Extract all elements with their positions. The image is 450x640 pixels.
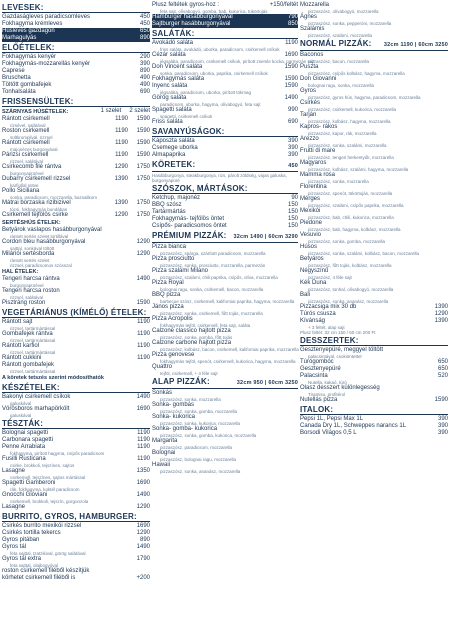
- menu-item[interactable]: Pizza Royal: [152, 280, 184, 286]
- item-description: friss saláta, avokádó, uborka, paradicsom, csirkemell csíkok: [160, 47, 280, 52]
- menu-item[interactable]: Sonkás: [152, 390, 173, 396]
- menu-item[interactable]: Pizza szalámi Milano: [152, 268, 209, 274]
- menu-item[interactable]: Bolognai spagetti 1190: [2, 430, 150, 436]
- item-description: pizzaszósz, paradicsom, mozzarella: [160, 445, 233, 450]
- item-description: sültkrumplival, rizzsel: [10, 135, 53, 140]
- menu-item[interactable]: Gazdaságleves paradicsomleves 450: [2, 14, 150, 20]
- menu-item[interactable]: Arezzo: [300, 136, 319, 142]
- menu-item[interactable]: Kék Duna: [300, 280, 327, 286]
- menu-item[interactable]: Sonka- kukorica: [152, 414, 196, 420]
- menu-item[interactable]: Sonka- gomba- kukorica: [152, 426, 218, 432]
- menu-item[interactable]: Gombafejek rántva 1190: [2, 331, 150, 337]
- menu-item[interactable]: Bakonyi csirkemell csíkok 1490: [2, 394, 150, 400]
- item-description: pizzaszósz, csípős kolbász, hagyma, mozzarella: [308, 71, 405, 76]
- menu-item[interactable]: Mamma rosa: [300, 172, 336, 178]
- item-description: burgonyapürével: [10, 171, 44, 176]
- menu-item[interactable]: Húsos: [300, 244, 318, 250]
- menu-item-highlight[interactable]: Marhagulyás 890: [2, 35, 150, 41]
- menu-item[interactable]: Csirkecomb filé rántva 1290 1750: [2, 164, 150, 170]
- item-description: pizzaszósz, spárga, szárított paradicsom, mozzarella: [160, 251, 266, 256]
- menu-item[interactable]: Friss saláta 690: [152, 119, 298, 125]
- section-title-szoszok: SZÓSZOK, MÁRTÁSOK:: [152, 184, 298, 194]
- section-title-tesztak: TÉSZTÁK:: [2, 419, 150, 429]
- menu-item[interactable]: Csemege uborka 390: [152, 145, 298, 151]
- item-description: pizzaszósz, bab, chili, kukorica, mozzarella: [308, 215, 394, 220]
- item-description: pizzaszósz, főtt tojás, kolbász, mozzarella: [308, 263, 392, 268]
- item-description: paradicsom, uborka, hagyma, olívabogyó, feta sajt: [160, 102, 261, 107]
- section-title-premium: PRÉMIUM PIZZÁK: 32cm 1490 | 60cm 3290: [152, 231, 298, 243]
- subheader-hal: HAL ÉTELEK:: [2, 269, 39, 275]
- menu-item[interactable]: Pizza prosciutto: [152, 256, 195, 262]
- menu-item[interactable]: Carbonara spagetti 1190: [2, 437, 150, 443]
- menu-item[interactable]: Gyros tál 1490: [2, 544, 150, 550]
- menu-item-highlight[interactable]: Sajtburger hasábburgonyával 850: [152, 21, 298, 27]
- item-description: rizzsel, salátával: [10, 295, 44, 300]
- item-description: pizzaszósz, sonka, gomba, mozzarella: [308, 239, 386, 244]
- menu-item[interactable]: Palacsinta 520: [300, 373, 448, 379]
- item-description: pizzaszósz, szalámi, csípős paprika, mozzarella: [308, 203, 404, 208]
- menu-item[interactable]: Mexikói: [300, 208, 321, 214]
- menu-item[interactable]: Pollo Siciliana: [2, 188, 40, 194]
- menu-item[interactable]: Milánói sertésborda 1290: [2, 251, 150, 257]
- item-description: pizzaszósz, kolbász, bacon, csirkemell, kaliforniai paprika, mozzarella: [160, 347, 299, 352]
- menu-item[interactable]: Tengeri harcsa roston: [2, 288, 60, 294]
- menu-item[interactable]: Gesztenyepüré 650: [300, 366, 448, 372]
- item-description: pizzaszósz, tonhal, olívabogyó, mozzarella: [308, 287, 394, 292]
- menu-item[interactable]: Rántott karfiol 1190: [2, 343, 150, 349]
- menu-item[interactable]: Pizza bianca: [152, 244, 187, 250]
- item-description: rák, fokhagyma, koktél paradicsom: [10, 487, 80, 492]
- menu-item[interactable]: Bruschetta 490: [2, 75, 150, 81]
- menu-item[interactable]: Cordon bleu hasábburgonyával 1290: [2, 239, 150, 245]
- menu-item[interactable]: Gyros: [300, 88, 317, 94]
- menu-item[interactable]: Pizza Acropolis: [152, 316, 193, 322]
- menu-item[interactable]: Fokhagymás saláta 1590: [152, 76, 298, 82]
- menu-item[interactable]: Tartármártás 150: [152, 209, 298, 215]
- menu-item[interactable]: Plusz feltétek gyros-hoz : +150/feltét: [152, 2, 298, 8]
- item-description: rizzsel, tartármártással: [10, 369, 56, 374]
- menu-item[interactable]: Vesuvio: [300, 232, 322, 238]
- menu-item[interactable]: Pisztráng roston 1590: [2, 300, 150, 306]
- menu-column-3: [300, 2, 448, 437]
- menu-item[interactable]: Dubarry csirkemell rizzsel 1390 1750: [2, 176, 150, 182]
- menu-item[interactable]: Don Giovanni: [300, 76, 337, 82]
- item-description: spagetti, csirkemell csíkok: [160, 114, 213, 119]
- menu-item: roston csirkemell filéből készítjük: [2, 568, 90, 574]
- menu-item[interactable]: Gnocchi Gioviani 1490: [2, 492, 150, 498]
- item-description: pizzaszósz, csirkemell, kukorica, mozzarella: [308, 107, 397, 112]
- menu-item[interactable]: Florentina: [300, 184, 327, 190]
- menu-item[interactable]: János pizza: [152, 304, 184, 310]
- section-title-levesek: LEVESEK:: [2, 3, 150, 13]
- item-description: pizzaszósz, sonka, csirkemell, főtt tojás, mozzarella: [160, 311, 263, 316]
- menu-item[interactable]: Túrós csusza 1290: [300, 311, 448, 317]
- menu-item[interactable]: Cézár saláta 1690: [152, 52, 298, 58]
- item-description: galuskával: [10, 401, 32, 406]
- section-title-eloetelek: ELŐÉTELEK:: [2, 43, 150, 53]
- menu-item[interactable]: Puszta: [300, 64, 319, 70]
- menu-item[interactable]: Calzone carbone hajtott pizza: [152, 340, 232, 346]
- menu-item[interactable]: Csirkés: [300, 100, 321, 106]
- item-description: pizzaszósz, szalámi, mozzarella: [308, 33, 373, 38]
- item-description: palacsintával, csokiöntettel: [308, 354, 362, 359]
- item-description: burgonyapürével: [10, 283, 44, 288]
- menu-item[interactable]: Kapros- rákos: [300, 124, 338, 130]
- menu-item[interactable]: Csirkés burrito mexikói rizzsel 1690: [2, 523, 150, 529]
- menu-item[interactable]: Bolognai: [152, 450, 176, 456]
- item-description: fokhagyma, pirított hagyma, csípős paradicsom: [10, 451, 105, 456]
- section-title-vega: VEGETÁRIÁNUS (KÍMÉLŐ) ÉTELEK:: [2, 308, 150, 318]
- item-description: majonézes burgonyával: [10, 147, 58, 152]
- menu-item[interactable]: BBQ szósz 150: [152, 202, 298, 208]
- item-description: pizzaszósz, kolbász, szalámi, hagyma, mozzarella: [308, 167, 409, 172]
- menu-item[interactable]: Párizsi csirkemell 1190 1590: [2, 152, 150, 158]
- menu-item[interactable]: Pepsi 1L, Pepsi Max 1L 390: [300, 416, 448, 422]
- menu-item[interactable]: Káposzta saláta 390: [152, 138, 298, 144]
- section-title-frissen: FRISSENSÜLTEK:: [2, 97, 150, 107]
- item-description: rizsével, salátával: [10, 123, 46, 128]
- item-description: pizzaszósz, bolognai ragu, mozzarella: [160, 457, 237, 462]
- menu-item[interactable]: Négyszínű: [300, 268, 329, 274]
- menu-item[interactable]: Betyárok vaslapos hasábburgonyával: [2, 227, 102, 233]
- item-description: pizzaszósz, sonka, mozzarella: [308, 179, 369, 184]
- menu-item[interactable]: Fusilli Rusticana 1190: [2, 456, 150, 462]
- menu-item[interactable]: Almapaprika 390: [152, 152, 298, 158]
- menu-item[interactable]: Magyaros: [300, 160, 327, 166]
- item-description: pizzaszósz, szalámi, chili paprika, csípős, olíva, mozzarella: [160, 275, 278, 280]
- menu-item[interactable]: Mátrai borzaska rizibizivel 1390 1750: [2, 200, 150, 206]
- item-description: Hasábburgonya, steakburgonya, rizs, párolt zöldség, vajas galuska, burgonyapüré: [152, 173, 287, 183]
- section-title-normal: NORMÁL PIZZÁK: 32cm 1190 | 60cm 3250: [300, 39, 448, 51]
- menu-item[interactable]: Fokhagymás kenyér 290: [2, 54, 150, 60]
- menu-item[interactable]: Piedone: [300, 220, 323, 226]
- section-title-savanyusag: SAVANYÚSÁGOK:: [152, 127, 298, 137]
- menu-item[interactable]: Ketchup, majonéz 90: [152, 195, 298, 201]
- menu-item[interactable]: BBQ pizza: [152, 292, 181, 298]
- item-description: jégsaláta, paradicsom, csirkemell csíkok, pirított zsemle kocka, parmezán sajt: [160, 59, 315, 64]
- menu-item[interactable]: Calzone classico hajtott pizza: [152, 328, 231, 334]
- item-description: csirke, brokkoli, tejszínes, sajtos: [10, 463, 75, 468]
- menu-item[interactable]: Inyenc saláta 1590: [152, 83, 298, 89]
- item-description: sonka, paradicsom, mozzarella, bazsalikom: [10, 195, 98, 200]
- section-title-burrito: BURRITO, GYROS, HAMBURGER:: [2, 512, 150, 522]
- menu-item[interactable]: Rántott sajt 1190: [2, 319, 150, 325]
- menu-item[interactable]: Fokhagymás-mozzarellás kenyér 390: [2, 61, 150, 67]
- menu-item[interactable]: Mozzarella: [300, 2, 330, 8]
- subheader-szarnyas: SZÁRNYAS HÚSÉTELEK: 1 szelet 2 szelet: [2, 108, 150, 115]
- item-description: pizzaszósz, sonka, gomba, mozzarella: [160, 409, 238, 414]
- menu-item[interactable]: Kívánság 1390: [300, 318, 448, 324]
- menu-item[interactable]: Canada Dry 1L, Schweppes narancs 1L 390: [300, 423, 448, 429]
- menu-item[interactable]: Baconos: [300, 52, 324, 58]
- menu-item[interactable]: Nutellás pizza 1590: [300, 397, 448, 403]
- item-description: rántott sertés szelet: [10, 258, 50, 263]
- item-description: rántott sertés szelet tortillával: [10, 234, 69, 239]
- item-description: fokhagymás tejföl, spenót, csirkemell, kukorica, hagyma, mozzarella: [160, 359, 296, 364]
- item-description: bolognai ragu, sonka, mozzarella: [308, 83, 375, 88]
- section-title-desszertek: DESSZERTEK:: [300, 336, 448, 346]
- item-description: galuskával: [10, 413, 32, 418]
- item-description: feta sajttal, olajbogyóval: [10, 563, 59, 568]
- menu-item[interactable]: Gyros tál extra 1790: [2, 556, 150, 562]
- menu-item: körhetet csirkemell filéből is +200: [2, 575, 150, 581]
- menu-item[interactable]: Gyros pitában 890: [2, 537, 150, 543]
- menu-item[interactable]: Spagetti Gamberoni 1690: [2, 480, 150, 486]
- item-description: pizzaszósz, kolbász, hagyma, mozzarella: [308, 119, 391, 124]
- subheader-sertes: SERTÉSHÚS ÉTELEK:: [2, 220, 61, 226]
- menu-item[interactable]: Sonka- gombás: [152, 402, 195, 408]
- menu-item-highlight[interactable]: Hamburger hasábburgonyával 790: [152, 14, 298, 20]
- menu-item[interactable]: Olasz desszert különlegesség: [300, 385, 380, 391]
- menu-item[interactable]: Borsodi Világos 0,5 L 390: [300, 430, 448, 436]
- menu-item[interactable]: Pizza genovese: [152, 352, 195, 358]
- item-description: bolognai ragu, sonka, csirkemell, bacon, mozzarella: [160, 287, 264, 292]
- menu-item[interactable]: Ágnes: [300, 14, 318, 20]
- item-description: pizzaszósz, 4 féle sajt: [308, 275, 352, 280]
- menu-item[interactable]: Töltött gombafejek 490: [2, 82, 150, 88]
- section-title-salatak: SALÁTÁK:: [152, 29, 298, 39]
- item-description: pizzaszósz, sonka, kukorica, mozzarella: [160, 421, 241, 426]
- item-description: feta sajt, olívabogyó, gomba, bab, kukorica, tükörtojás: [160, 9, 268, 14]
- menu-item[interactable]: Csirkés tortilla tekercs 1290: [2, 530, 150, 536]
- item-description: pizzaszósz, spenót, tükörtojás, mozzarella: [308, 191, 393, 196]
- item-description: fokhagymás tejföl, csirkemell, feta sajt, saláta: [160, 323, 251, 328]
- item-description: tejföl, csirkemell, + 4 féle sajt: [160, 371, 218, 376]
- item-description: pizzaszósz, sonka, szalámi, mozzarella: [308, 143, 387, 148]
- item-description: pizzaszósz, sonka, mozzarella: [160, 397, 221, 402]
- menu-item[interactable]: Tarján: [300, 112, 317, 118]
- item-description: sonka, paradicsom, uborka, paprika, csirkemell csíkok: [160, 71, 268, 76]
- item-description: Tiramisu, profitérol: [308, 392, 346, 397]
- item-description: pizzaszósz, gyros hús, hagyma, paradicsom, mozzarella: [308, 95, 421, 100]
- item-description: pizzaszósz, tengeri herkentyűk, mozzarella: [308, 155, 394, 160]
- section-title-keszetelek: KÉSZÉTELEK:: [2, 383, 150, 393]
- item-description: tócsi, fokhagymás bundában: [10, 207, 68, 212]
- menu-item[interactable]: Csirkemell tejfölös csirke 1290 1750: [2, 212, 150, 218]
- item-description: pizzaszósz, sonka, ananász, mozzarella: [160, 469, 241, 474]
- menu-column-1: [2, 2, 150, 582]
- menu-item[interactable]: Penne Arrabiata 1190: [2, 444, 150, 450]
- menu-item[interactable]: Bali: [300, 292, 311, 298]
- extra-topping-note: Plusz feltét: 32 cm 150 / 60 cm 200 Ft: [300, 330, 376, 335]
- item-description: pizzaszósz, sonka, prosciutto, mozzarella, parmezán: [160, 263, 266, 268]
- item-description: pizzaszósz, sonka, pepperóni, mozzarella: [308, 21, 392, 26]
- item-description: sajttal, sonkával töltött: [10, 246, 55, 251]
- item-description: karfiollal sütve: [10, 183, 39, 188]
- item-description: barbecue szósz, csirkemell, kaliforniai paprika, hagyma, mozzarella: [160, 299, 295, 304]
- menu-item[interactable]: Avokádó saláta 1190: [152, 40, 298, 46]
- menu-item[interactable]: Fokhagyma krémleves 450: [2, 21, 150, 27]
- item-description: pizzaszósz, kapor, rák, mozzarella: [308, 131, 377, 136]
- menu-item[interactable]: Gesztenyepüré, meggyel töltött: [300, 347, 384, 353]
- menu-item[interactable]: Lasagne 1290: [2, 504, 150, 510]
- menu-item[interactable]: Frutti di mare: [300, 148, 336, 154]
- item-description: + 3 feltét, alap sajt: [308, 325, 345, 330]
- item-description: rizzsel, tartármártással: [10, 350, 56, 355]
- menu-item[interactable]: Spagetti saláta 990: [152, 107, 298, 113]
- section-title-alap: ALAP PIZZÁK: 32cm 950 | 60cm 3250: [152, 377, 298, 389]
- menu-item[interactable]: Mérges: [300, 196, 321, 202]
- menu-item[interactable]: Túrógombóc 650: [300, 359, 448, 365]
- menu-item[interactable]: Margarita: [152, 438, 178, 444]
- menu-item[interactable]: Tengeri harcsa rántva 1490: [2, 276, 150, 282]
- item-description: pizzaszósz, sonka, gomba, kukorica, mozzarella: [160, 433, 257, 438]
- menu-item[interactable]: Don Vincent saláta 1590: [152, 64, 298, 70]
- item-description: pizzaszósz, olívabogyó, mozzarella: [308, 9, 379, 14]
- menu-item[interactable]: Rántott csirkemell 1190 1590: [2, 140, 150, 146]
- menu-item[interactable]: Szalámis: [300, 26, 325, 32]
- item-description: pizzaszósz, bab, hagyma, kolbász, mozzarella: [308, 227, 401, 232]
- note-koretek: A köretek tetszés szerint módosíthatók: [2, 375, 104, 381]
- item-description: csirkemell, tejszínes, sajtos mártással: [10, 475, 86, 480]
- menu-item[interactable]: Rántott gombafejek: [2, 362, 55, 368]
- item-description: pizzaszósz, sonka, ananász, mozzarella: [308, 299, 389, 304]
- item-description: rizzsel, salátával: [10, 159, 44, 164]
- menu-item[interactable]: Rántott cukkini 1190: [2, 355, 150, 361]
- menu-item[interactable]: Pizzacsiga mix 30 db 1390: [300, 304, 448, 310]
- section-title-koretek: KÖRETEK: 450: [152, 160, 298, 172]
- item-description: pizzaszósz, sonka, gomba, főtt tojás: [160, 335, 233, 340]
- item-description: pizzaszósz, sonka, szalámi, kolbász, bacon, mozzarella: [308, 251, 420, 256]
- item-description: rizzsel, tartármártással: [10, 338, 56, 343]
- menu-item-highlight[interactable]: Húsleves gazdagon 650: [2, 28, 150, 34]
- item-description: jégsaláta, paradicsom, uborka, pirított tökmag: [160, 90, 252, 95]
- menu-item[interactable]: Csípős- paradicsomos öntet 150: [152, 223, 298, 229]
- menu-item[interactable]: Hawaii: [152, 462, 171, 468]
- menu-item[interactable]: Rántott csirkemell 1190 1590: [2, 116, 150, 122]
- menu-item[interactable]: Quattro: [152, 364, 173, 370]
- item-description: rizzsel, paradicsomos szósszal: [10, 263, 72, 268]
- menu-item[interactable]: Lasagne 1350: [2, 468, 150, 474]
- item-description: Nutella, kakaó, túró: [308, 380, 347, 385]
- menu-item[interactable]: Fokhagymás- tejfölös öntet 150: [152, 216, 298, 222]
- menu-item[interactable]: Betyáros: [300, 256, 324, 262]
- item-description: pizzaszósz, bacon, mozzarella: [308, 59, 370, 64]
- section-title-italok: ITALOK:: [300, 405, 448, 415]
- menu-item[interactable]: Roston csirkemell 1190 1590: [2, 128, 150, 134]
- item-description: feta sajttal, tzatzikival, görög salátával: [10, 551, 86, 556]
- item-description: csirkemell, brokkoli, tejszín, gorgonzola: [10, 499, 89, 504]
- menu-item[interactable]: Caprese 890: [2, 68, 150, 74]
- menu-item[interactable]: Görög saláta 1490: [152, 95, 298, 101]
- menu-item[interactable]: Tonhalsaláta 690: [2, 89, 150, 95]
- menu-item[interactable]: Vörösboros marhapörkölt 1690: [2, 406, 150, 412]
- item-description: rizzsel, tartármártással: [10, 326, 56, 331]
